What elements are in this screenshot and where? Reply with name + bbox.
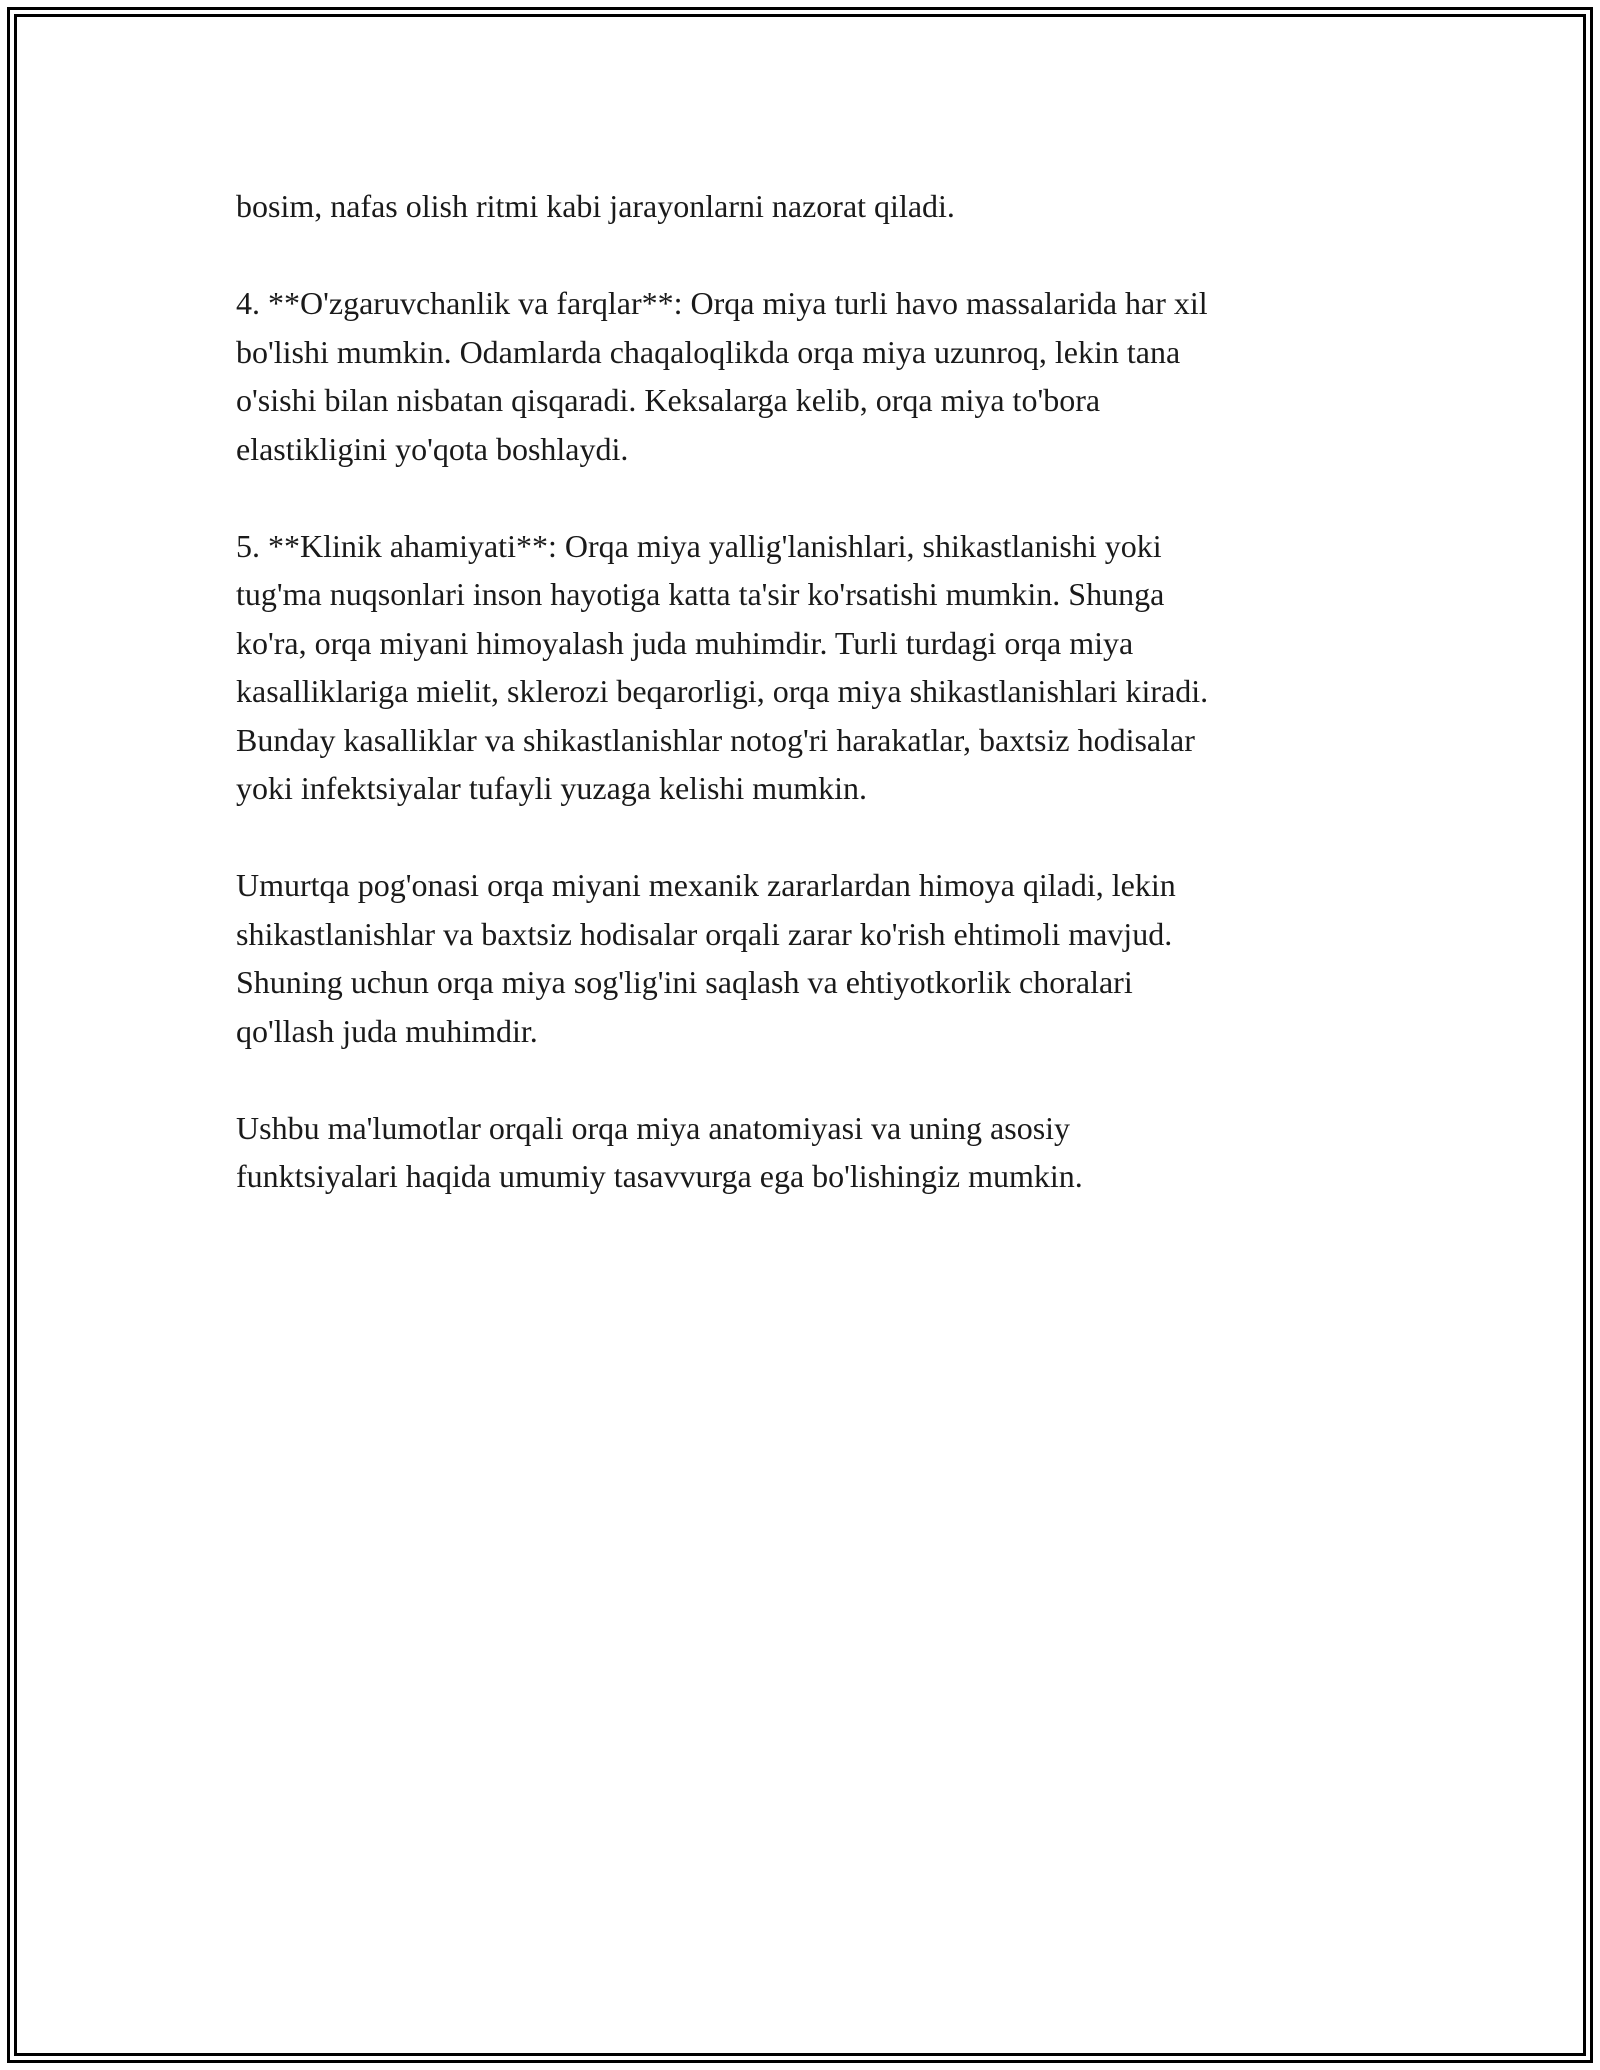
paragraph-spinal-protection [236, 861, 1366, 1055]
document-body [236, 182, 1366, 1249]
paragraph-conclusion [236, 1104, 1366, 1201]
text-line: kasalliklariga mielit, sklerozi beqarorligi, orqa miya shikastlanishlari kiradi. [236, 673, 1209, 709]
paragraph-variability [236, 279, 1366, 473]
paragraph-clinical-significance [236, 522, 1366, 813]
text-line: funktsiyalari haqida umumiy tasavvurga ega bo'lishingiz mumkin. [236, 1158, 1083, 1194]
text-line: qo'llash juda muhimdir. [236, 1012, 538, 1049]
text-line: o'sishi bilan nisbatan qisqaradi. Keksalarga kelib, orqa miya to'bora [236, 382, 1101, 418]
text-line: 5. **Klinik ahamiyati**: Orqa miya yallig'lanishlari, shikastlanishi yoki [236, 527, 1162, 564]
text-line: shikastlanishlar va baxtsiz hodisalar orqali zarar ko'rish ehtimoli mavjud. [236, 915, 1173, 952]
text-line: Umurtqa pog'onasi orqa miyani mexanik zararlardan himoya qiladi, lekin [236, 867, 1176, 903]
text-line: bo'lishi mumkin. Odamlarda chaqaloqlikda orqa miya uzunroq, lekin tana [236, 333, 1181, 370]
text-line: Ushbu ma'lumotlar orqali orqa miya anatomiyasi va uning asosiy [236, 1109, 1071, 1146]
text-line: Shuning uchun orqa miya sog'lig'ini saqlash va ehtiyotkorlik choralari [236, 964, 1133, 1000]
text-line: bosim, nafas olish ritmi kabi jarayonlarni nazorat qiladi. [236, 188, 955, 224]
text-line: elastikligini yo'qota boshlaydi. [236, 430, 629, 467]
text-line: Bunday kasalliklar va shikastlanishlar notog'ri harakatlar, baxtsiz hodisalar [236, 721, 1195, 758]
paragraph-continuation [236, 182, 1366, 231]
text-line: tug'ma nuqsonlari inson hayotiga katta ta'sir ko'rsatishi mumkin. Shunga [236, 576, 1165, 612]
text-line: 4. **O'zgaruvchanlik va farqlar**: Orqa miya turli havo massalarida har xil [236, 285, 1208, 321]
text-line: ko'ra, orqa miyani himoyalash juda muhimdir. Turli turdagi orqa miya [236, 624, 1134, 661]
text-line: yoki infektsiyalar tufayli yuzaga kelishi mumkin. [236, 770, 867, 806]
